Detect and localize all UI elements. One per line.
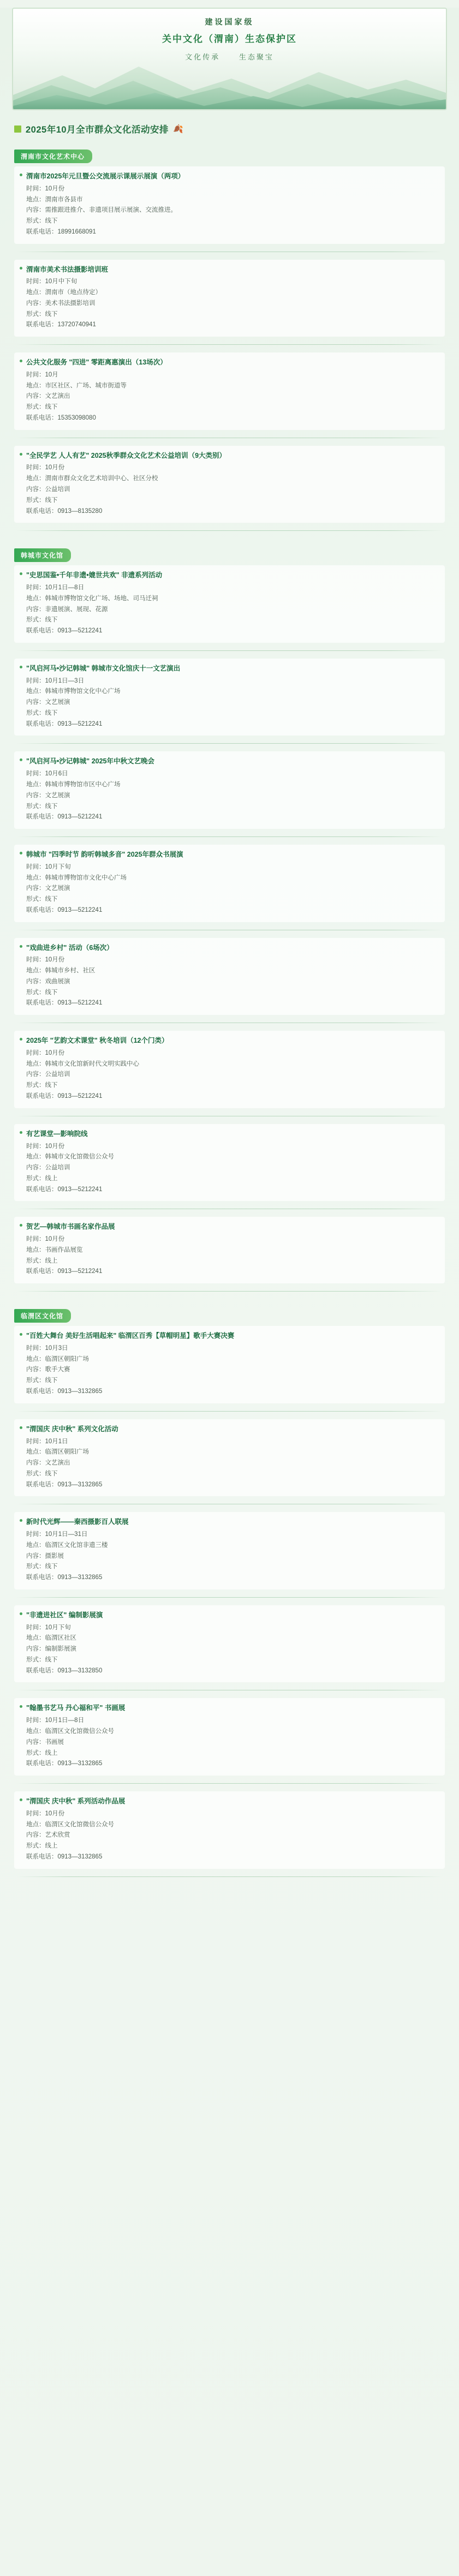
event-detail-line: 联系电话：0913—5212241 xyxy=(26,1000,103,1007)
leaf-icon: 🍂 xyxy=(173,124,183,134)
event-detail-line: 内容：文艺演出 xyxy=(26,393,70,400)
event-card xyxy=(14,751,445,829)
event-detail-line: 形式：线下 xyxy=(26,989,58,996)
event-detail-line: 地点：韩城市文化馆新时代文明实践中心 xyxy=(26,1060,139,1067)
event-title: 韩城市 "四季时节 韵听韩城多音" 2025年群众书展演 xyxy=(26,851,183,859)
event-card xyxy=(14,1698,445,1776)
sections-container xyxy=(0,140,459,1877)
event-detail-line: 内容：书画展 xyxy=(26,1738,64,1746)
event-detail-line: 联系电话：0913—5212241 xyxy=(26,1186,103,1193)
event-detail-line: 时间：10月6日 xyxy=(26,770,68,778)
event-detail-line: 地点：渭南市群众文化艺术培训中心、社区分校 xyxy=(26,475,158,482)
event-detail-line: 联系电话：0913—5212241 xyxy=(26,627,103,635)
header-banner xyxy=(12,8,447,110)
event-detail-line: 形式：线下 xyxy=(26,1377,58,1384)
event-title: "渭国庆 庆中秋" 系列文化活动 xyxy=(26,1425,118,1433)
banner-tag-1: 文化传承 xyxy=(185,53,220,61)
event-card xyxy=(14,166,445,244)
event-card xyxy=(14,1791,445,1869)
event-detail-line: 内容：文艺展演 xyxy=(26,885,70,892)
event-detail-line: 内容：戏曲展演 xyxy=(26,978,70,985)
event-detail-line: 时间：10月1日—8日 xyxy=(26,1717,85,1724)
event-title: 2025年 "艺韵文术课堂" 秋冬培训（12个门类） xyxy=(26,1037,169,1045)
page-title-text: 2025年10月全市群众文化活动安排 xyxy=(26,125,169,135)
section-header: 韩城市文化馆 xyxy=(14,548,71,562)
event-card xyxy=(14,1217,445,1283)
divider xyxy=(16,743,443,744)
event-card xyxy=(14,1605,445,1683)
event-detail-line: 形式：线下 xyxy=(26,218,58,225)
divider xyxy=(16,1876,443,1877)
event-detail-line: 联系电话：0913—3132865 xyxy=(26,1481,103,1488)
event-card xyxy=(14,352,445,430)
event-card xyxy=(14,260,445,337)
event-detail-line: 地点：韩城市博物馆市文化中心广场 xyxy=(26,874,127,881)
event-detail-line: 时间：10月3日 xyxy=(26,1344,68,1352)
event-title: "戏曲进乡村" 活动（6场次） xyxy=(26,943,114,952)
event-title: 公共文化服务 "四进" 零距离惠演出（13场次） xyxy=(26,358,167,367)
event-detail-line: 地点：韩城市博物馆文化广场、场地、司马迁祠 xyxy=(26,595,158,602)
event-detail-line: 时间：10月份 xyxy=(26,1143,65,1150)
event-detail-line: 形式：线下 xyxy=(26,1656,58,1663)
event-detail-line: 内容：编制影展演 xyxy=(26,1646,76,1653)
event-detail-line: 形式：线下 xyxy=(26,803,58,810)
event-detail-line: 形式：线下 xyxy=(26,896,58,903)
event-detail-line: 内容：需推跟进推介、非遗项目展示展演、交流推进。 xyxy=(26,207,177,214)
divider xyxy=(16,1597,443,1598)
event-detail-line: 联系电话：13720740941 xyxy=(26,321,96,328)
event-card xyxy=(14,938,445,1015)
event-detail-line: 联系电话：0913—5212241 xyxy=(26,906,103,913)
event-detail-line: 形式：线下 xyxy=(26,310,58,318)
event-detail-line: 内容：公益培训 xyxy=(26,1071,70,1078)
event-detail-line: 地点：市区社区、广场、城市街道等 xyxy=(26,382,127,389)
event-card xyxy=(14,845,445,922)
event-card xyxy=(14,1124,445,1202)
event-detail-line: 地点：临渭区朝阳广场 xyxy=(26,1449,89,1456)
event-detail-line: 形式：线下 xyxy=(26,404,58,411)
event-title: "翰墨书艺马 丹心福和平" 书画展 xyxy=(26,1704,126,1712)
event-title: "全民学艺 人人有艺" 2025秋季群众文化艺术公益培训（9大类别） xyxy=(26,451,226,459)
event-card xyxy=(14,1326,445,1403)
event-detail-line: 联系电话：0913—3132865 xyxy=(26,1760,103,1767)
event-detail-line: 时间：10月份 xyxy=(26,464,65,471)
event-detail-line: 形式：线下 xyxy=(26,1470,58,1477)
event-detail-line: 地点：临渭区社区 xyxy=(26,1635,76,1642)
banner-line-1: 建设国家级 xyxy=(205,17,254,26)
event-detail-line: 联系电话：0913—5212241 xyxy=(26,814,103,821)
event-detail-line: 内容：美术书法摄影培训 xyxy=(26,300,96,307)
event-card xyxy=(14,565,445,643)
event-detail-line: 地点：韩城市乡村、社区 xyxy=(26,967,96,975)
event-detail-line: 形式：线下 xyxy=(26,709,58,716)
divider xyxy=(16,650,443,651)
event-title: 有艺课堂—影响院线 xyxy=(26,1129,88,1138)
event-detail-line: 联系电话：0913—5212241 xyxy=(26,1268,103,1275)
event-detail-line: 内容：非遗展演、展现、花源 xyxy=(26,606,108,613)
event-title: 新时代光辉——秦西摄影百人联展 xyxy=(26,1518,129,1526)
event-detail-line: 形式：线上 xyxy=(26,1749,58,1756)
event-detail-line: 内容：公益培训 xyxy=(26,1164,70,1172)
event-detail-line: 地点：临渭区文化馆微信公众号 xyxy=(26,1821,114,1828)
event-detail-line: 联系电话：0913—3132865 xyxy=(26,1388,103,1395)
event-detail-line: 时间：10月1日—3日 xyxy=(26,677,85,684)
event-title: "史思国鉴•千年非遗•媲世共欢" 非遗系列活动 xyxy=(26,571,163,579)
event-detail-line: 联系电话：0913—3132865 xyxy=(26,1853,103,1860)
event-detail-line: 联系电话：15353098080 xyxy=(26,414,96,421)
divider xyxy=(16,1291,443,1292)
bullet-square-icon xyxy=(14,125,21,133)
event-card xyxy=(14,446,445,523)
mountain-illustration xyxy=(13,57,446,109)
event-detail-line: 联系电话：0913—8135280 xyxy=(26,507,103,515)
event-card xyxy=(14,659,445,736)
event-detail-line: 地点：临渭区朝阳广场 xyxy=(26,1355,89,1362)
event-detail-line: 内容：文艺演出 xyxy=(26,1460,70,1467)
event-title: "百姓大舞台 美好生活唱起来" 临渭区百秀【草帽明星】歌手大赛决赛 xyxy=(26,1332,235,1340)
event-detail-line: 地点：临渭区文化馆非遗三楼 xyxy=(26,1541,108,1549)
event-title: "非遗进社区" 编制影展演 xyxy=(26,1611,103,1619)
event-detail-line: 内容：摄影展 xyxy=(26,1552,64,1559)
event-detail-line: 地点：渭南市各县市 xyxy=(26,196,83,203)
event-detail-line: 时间：10月份 xyxy=(26,1236,65,1243)
banner-line-2: 关中文化（渭南）生态保护区 xyxy=(162,34,297,44)
event-detail-line: 时间：10月份 xyxy=(26,1810,65,1817)
event-detail-line: 时间：10月中下旬 xyxy=(26,278,78,285)
event-detail-line: 联系电话：0913—3132850 xyxy=(26,1667,103,1674)
section-header: 渭南市文化艺术中心 xyxy=(14,150,92,163)
event-card xyxy=(14,1031,445,1108)
event-detail-line: 地点：临渭区文化馆微信公众号 xyxy=(26,1728,114,1735)
event-detail-line: 时间：10月下旬 xyxy=(26,863,71,870)
event-title: "渭国庆 庆中秋" 系列活动作品展 xyxy=(26,1797,126,1806)
event-detail-line: 时间：10月份 xyxy=(26,957,65,964)
event-detail-line: 联系电话：0913—3132865 xyxy=(26,1574,103,1581)
divider xyxy=(16,836,443,837)
event-detail-line: 时间：10月下旬 xyxy=(26,1624,71,1631)
event-detail-line: 内容：文艺展演 xyxy=(26,792,70,799)
event-detail-line: 形式：线下 xyxy=(26,1563,58,1570)
event-detail-line: 内容：歌手大赛 xyxy=(26,1366,70,1373)
event-detail-line: 形式：线下 xyxy=(26,497,58,504)
event-detail-line: 地点：书画作品展览 xyxy=(26,1246,83,1253)
event-detail-line: 内容：文艺展演 xyxy=(26,699,70,706)
event-detail-line: 形式：线下 xyxy=(26,1082,58,1089)
section-header: 临渭区文化馆 xyxy=(14,1309,71,1323)
event-detail-line: 形式：线上 xyxy=(26,1843,58,1850)
page-title xyxy=(14,122,447,135)
event-detail-line: 时间：10月 xyxy=(26,371,58,378)
page-root xyxy=(0,8,459,2576)
event-detail-line: 形式：线下 xyxy=(26,617,58,624)
banner-tag-2: 生态聚宝 xyxy=(239,53,274,61)
event-detail-line: 地点：韩城市博物馆市区中心广场 xyxy=(26,781,121,788)
event-detail-line: 时间：10月1日 xyxy=(26,1438,68,1445)
event-title: 渭南市2025年元旦暨公交流展示课展示展演（两项） xyxy=(26,172,185,180)
event-card xyxy=(14,1419,445,1497)
event-detail-line: 时间：10月份 xyxy=(26,185,65,192)
banner-tags xyxy=(13,51,446,62)
event-detail-line: 联系电话：18991668091 xyxy=(26,228,96,235)
event-detail-line: 地点：韩城市文化馆微信公众号 xyxy=(26,1153,114,1161)
divider xyxy=(16,1783,443,1784)
event-detail-line: 形式：线上 xyxy=(26,1175,58,1182)
event-detail-line: 内容：艺术欣赏 xyxy=(26,1832,70,1839)
event-title: 贺艺—韩城市书画名家作品展 xyxy=(26,1223,115,1231)
event-detail-line: 地点：韩城市博物馆文化中心广场 xyxy=(26,688,121,695)
divider xyxy=(16,344,443,345)
event-detail-line: 时间：10月1日—8日 xyxy=(26,584,85,591)
event-detail-line: 联系电话：0913—5212241 xyxy=(26,720,103,727)
event-card xyxy=(14,1512,445,1589)
event-detail-line: 内容：公益培训 xyxy=(26,486,70,493)
event-detail-line: 时间：10月份 xyxy=(26,1049,65,1056)
event-detail-line: 地点：渭南市（地点待定） xyxy=(26,289,102,296)
event-detail-line: 联系电话：0913—5212241 xyxy=(26,1093,103,1100)
event-detail-line: 形式：线上 xyxy=(26,1257,58,1264)
event-title: 渭南市美术书法摄影培训班 xyxy=(26,265,109,273)
divider xyxy=(16,530,443,531)
divider xyxy=(16,1411,443,1412)
event-title: "风启河马•沙记韩城" 韩城市文化馆庆十一文艺演出 xyxy=(26,664,181,672)
event-title: "风启河马•沙记韩城" 2025年中秋文艺晚会 xyxy=(26,757,155,766)
event-detail-line: 时间：10月1日—31日 xyxy=(26,1531,88,1538)
